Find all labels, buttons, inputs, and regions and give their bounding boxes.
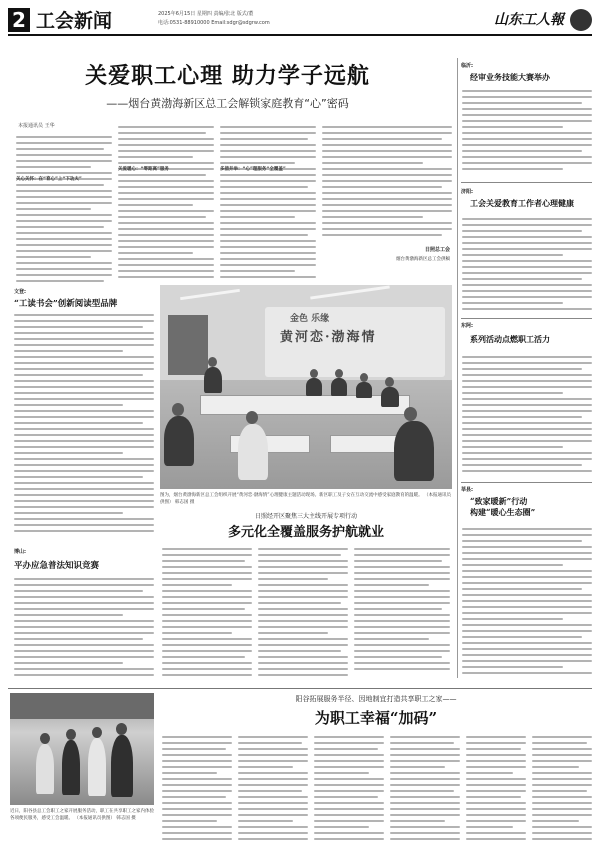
lead-signature-1: 日照总工会 — [424, 247, 450, 253]
person-head — [246, 411, 258, 424]
person-head — [404, 407, 417, 421]
person-figure — [306, 378, 322, 396]
lead-byline: 本报通讯员 王华 — [18, 123, 55, 129]
person-figure — [331, 378, 347, 396]
person-figure — [88, 738, 106, 796]
lead-subhead-3: 多措并举：“心”理服务“全覆盖” — [220, 167, 286, 172]
left-brief-2-body — [14, 578, 154, 682]
lead-photo-caption: 图为，烟台黄渤海新区总工会组织开展“黄河恋·渤海情”心理健康主题活动现场。新区职工及子女在互动交流中感受家庭教育的温暖。 （本报通讯员供图） 韩志国 摄 — [160, 493, 452, 505]
brief-3-body — [462, 356, 592, 476]
person-head — [66, 729, 76, 740]
bottom-body-col-1 — [162, 736, 232, 848]
lead-signature-2: 烟台黄渤海新区总工会供稿 — [396, 257, 450, 262]
bottom-body-col-5 — [466, 736, 526, 848]
brief-2-title: 工会关爱教育工作者心理健康 — [470, 198, 574, 208]
person-figure — [238, 424, 268, 480]
right-column-rule — [457, 58, 458, 678]
brief-2-body — [462, 218, 592, 314]
photo-banner-main-text: 黄河恋·渤海情 — [280, 330, 377, 345]
bottom-body-col-6 — [532, 736, 592, 848]
lead-headline: 关爱职工心理 助力学子远航 — [85, 63, 370, 89]
bottom-body-col-2 — [238, 736, 308, 848]
page-number: 2 — [8, 8, 30, 32]
brief-4-tag: 莘县: — [461, 487, 473, 493]
brief-4-body — [462, 528, 592, 682]
person-head — [40, 733, 50, 744]
bottom-body-col-3 — [314, 736, 384, 848]
lead-photo — [160, 285, 452, 489]
bottom-photo — [10, 693, 154, 805]
brief-1-body — [462, 90, 592, 176]
person-head — [335, 369, 343, 378]
lead-body-col-4 — [322, 126, 452, 241]
issue-date-line: 2025年6月15日 星期四 责编/张北 版式/董 — [158, 11, 254, 17]
bottom-section-rule — [8, 688, 592, 689]
left-brief-2-title: 平办应急普法知识竞赛 — [14, 561, 100, 571]
person-figure — [381, 387, 399, 407]
person-figure — [394, 421, 434, 481]
brief-3-tag: 东阿: — [461, 323, 473, 329]
brand-seal-icon — [570, 9, 592, 31]
person-head — [92, 727, 102, 738]
lead-body-col-2 — [118, 126, 214, 286]
person-figure — [36, 744, 54, 794]
lead-body-col-3 — [220, 126, 316, 286]
brief-4-title: “致家暖新”行动 构建“暖心生态圈” — [470, 496, 536, 517]
person-head — [208, 357, 217, 367]
brief-1-tag: 临沂: — [461, 63, 473, 69]
person-figure — [356, 382, 372, 398]
issue-info — [158, 10, 358, 28]
story2-kicker: 日照经开区聚焦三大主线开展专项行动 — [254, 513, 357, 520]
brief-1-title: 经审业务技能大赛举办 — [470, 72, 550, 82]
newspaper-brand: 山东工人報 — [494, 12, 564, 28]
story2-body-col-3 — [354, 548, 450, 682]
bottom-kicker: 阳谷拓展服务半径、因地制宜打造共享职工之家—— — [295, 695, 457, 703]
brief-divider — [461, 182, 592, 183]
issue-contact-line: 电话:0531-88910000 Email:sdgr@sdgrw.com — [158, 20, 270, 26]
story2-headline: 多元化全覆盖服务护航就业 — [227, 525, 384, 540]
story2-body-col-2 — [258, 548, 348, 682]
person-head — [360, 373, 368, 382]
lead-body-col-1 — [16, 136, 112, 286]
person-head — [116, 723, 127, 735]
person-head — [172, 403, 184, 416]
lead-subhead-2: 关爱暖心：“零距离”服务 — [118, 167, 169, 172]
left-brief-1-body — [14, 314, 154, 540]
brief-2-tag: 济阳: — [461, 189, 473, 195]
photo-booth — [10, 693, 154, 719]
brief-divider — [461, 482, 592, 483]
left-brief-1-title: “工读书会”创新阅读型品牌 — [14, 299, 118, 309]
bottom-body-col-4 — [390, 736, 460, 848]
person-figure — [164, 416, 194, 466]
photo-shelf — [168, 315, 208, 375]
lead-subhead-1: 关心关怀：在“育心”上“下功夫” — [16, 177, 82, 182]
brief-divider — [461, 318, 592, 319]
section-title: 工会新闻 — [36, 10, 113, 32]
masthead — [8, 6, 592, 36]
left-brief-1-tag: 文登: — [14, 289, 26, 295]
bottom-photo-caption: 近日，阳谷县总工会职工之家开展服务活动，职工在共享职工之家内体验各项便民服务，感受工会温暖。 （本报通讯员供图） 韩志国 摄 — [10, 809, 154, 821]
left-brief-2-tag: 博山: — [14, 549, 26, 555]
brief-3-title: 系列活动点燃职工活力 — [470, 334, 550, 344]
person-figure — [204, 367, 222, 393]
photo-table — [200, 395, 410, 415]
person-figure — [111, 735, 133, 797]
person-head — [310, 369, 318, 378]
person-head — [385, 377, 394, 387]
person-figure — [62, 740, 80, 795]
bottom-headline: 为职工幸福“加码” — [314, 709, 438, 727]
story2-body-col-1 — [162, 548, 252, 682]
lead-subheadline: ——烟台黄渤海新区总工会解锁家庭教育“心”密码 — [106, 97, 349, 110]
photo-banner-top-text: 金色 乐缘 — [290, 314, 330, 324]
